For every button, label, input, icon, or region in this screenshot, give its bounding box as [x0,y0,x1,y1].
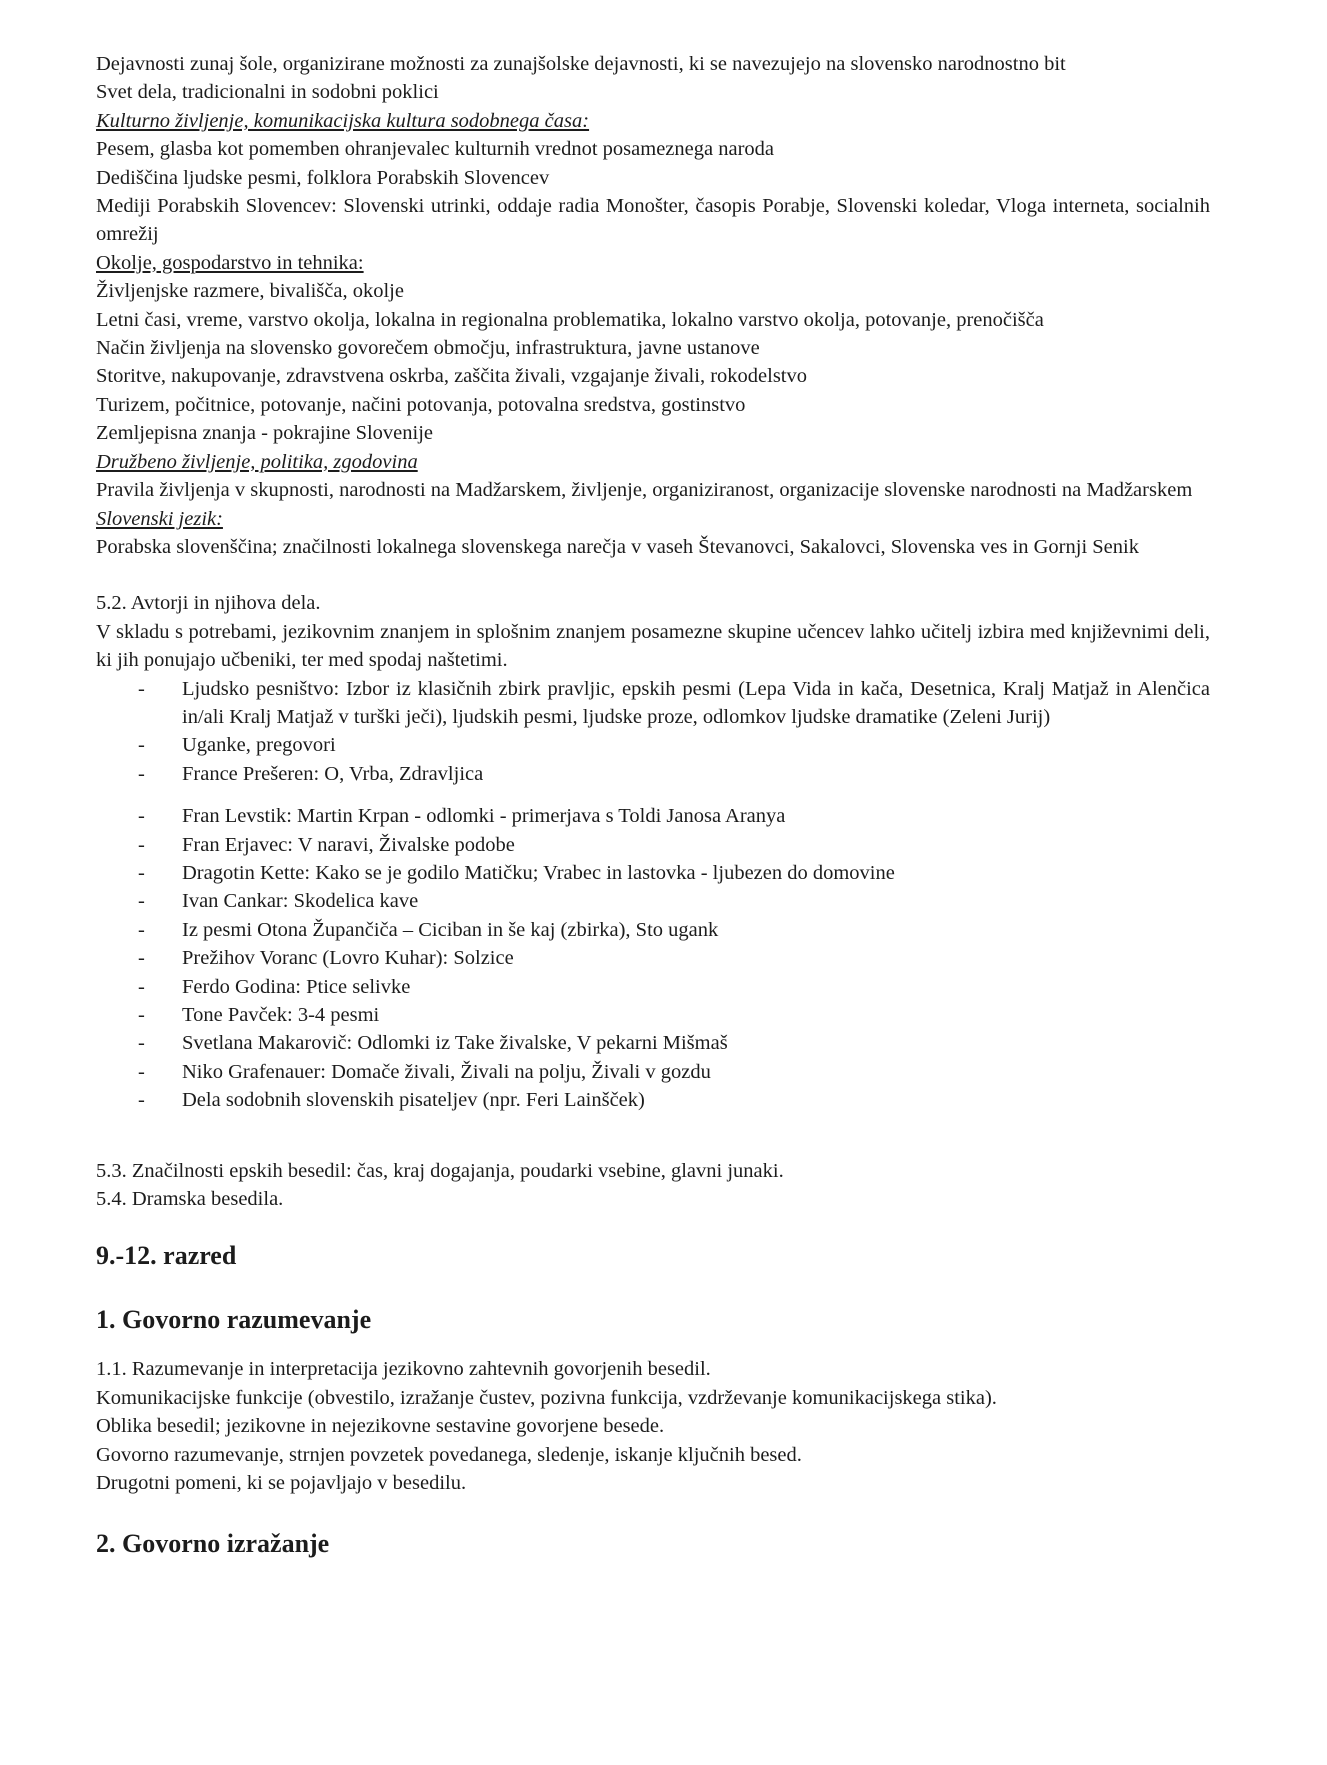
list-item: - France Prešeren: O, Vrba, Zdravljica [96,760,1210,788]
list-item: - Ljudsko pesništvo: Izbor iz klasičnih zbirk pravljic, epskih pesmi (Lepa Vida in kača, Desetnica, Kralj Matjaž in Alenčica in/ali Kralj Matjaž v turški ječi), ljudskih pesmi, ljudske proze, odlomkov ljudske dramatike (Zeleni Jurij) [96,675,1210,732]
list-item: - Fran Erjavec: V naravi, Živalske podobe [96,831,1210,859]
list-item: - Svetlana Makarovič: Odlomki iz Take živalske, V pekarni Mišmaš [96,1029,1210,1057]
paragraph: Življenjske razmere, bivališča, okolje [96,280,404,303]
paragraph: Pesem, glasba kot pomemben ohranjevalec kulturnih vrednot posameznega naroda [96,138,774,161]
paragraph: Storitve, nakupovanje, zdravstvena oskrba, zaščita živali, vzgajanje živali, rokodelstvo [96,365,807,388]
list-item: - Dragotin Kette: Kako se je godilo Matičku; Vrabec in lastovka - ljubezen do domovine [96,859,1210,887]
section-2-title: 2. Govorno izražanje [96,1529,330,1559]
paragraph: 1.1. Razumevanje in interpretacija jezikovno zahtevnih govorjenih besedil. [96,1358,711,1381]
list-item: - Iz pesmi Otona Župančiča – Ciciban in še kaj (zbirka), Sto ugank [96,916,1210,944]
paragraph: Zemljepisna znanja - pokrajine Slovenije [96,422,433,445]
authors-list-b [96,802,1210,1114]
list-item: - Ferdo Godina: Ptice selivke [96,973,1210,1001]
subheading-language: Slovenski jezik: [96,507,223,530]
item-5-3: 5.3. Značilnosti epskih besedil: čas, kraj dogajanja, poudarki vsebine, glavni junaki. [96,1159,784,1182]
section-1-title: 1. Govorno razumevanje [96,1305,372,1335]
list-item: - Ivan Cankar: Skodelica kave [96,887,1210,915]
paragraph: Turizem, počitnice, potovanje, načini potovanja, potovalna sredstva, gostinstvo [96,393,746,416]
authors-list-a [96,675,1210,789]
paragraph: Svet dela, tradicionalni in sodobni poklici [96,81,439,104]
grade-heading: 9.-12. razred [96,1241,237,1271]
authors-title: 5.2. Avtorji in njihova dela. [96,592,321,615]
list-item: - Uganke, pregovori [96,731,1210,759]
list-item: - Prežihov Voranc (Lovro Kuhar): Solzice [96,944,1210,972]
list-item: - Niko Grafenauer: Domače živali, Živali na polju, Živali v gozdu [96,1058,1210,1086]
paragraph: Letni časi, vreme, varstvo okolja, lokalna in regionalna problematika, lokalno varstvo okolja, potovanje, prenočišča [96,308,1044,331]
document-page [96,50,1210,1561]
subheading-culture: Kulturno življenje, komunikacijska kultura sodobnega časa: [96,109,590,132]
paragraph: Govorno razumevanje, strnjen povzetek povedanega, sledenje, iskanje ključnih besed. [96,1443,802,1466]
subheading-social: Družbeno življenje, politika, zgodovina [96,450,418,473]
authors-intro: V skladu s potrebami, jezikovnim znanjem in splošnim znanjem posamezne skupine učencev lahko učitelj izbira med književnimi deli, ki jih ponujajo učbeniki, ter med spodaj naštetimi. [96,620,1210,672]
paragraph: Oblika besedil; jezikovne in nejezikovne sestavine govorjene besede. [96,1415,665,1438]
paragraph: Pravila življenja v skupnosti, narodnosti na Madžarskem, življenje, organiziranost, organizacije slovenske narodnosti na Madžarskem [96,479,1193,502]
paragraph: Dejavnosti zunaj šole, organizirane možnosti za zunajšolske dejavnosti, ki se navezujejo na slovensko narodnostno bit [96,53,1066,75]
list-item: - Dela sodobnih slovenskih pisateljev (npr. Feri Lainšček) [96,1086,1210,1114]
paragraph: Porabska slovenščina; značilnosti lokalnega slovenskega narečja v vaseh Števanovci, Sakalovci, Slovenska ves in Gornji Senik [96,535,1139,558]
paragraph: Drugotni pomeni, ki se pojavljajo v besedilu. [96,1472,467,1495]
list-item: - Tone Pavček: 3-4 pesmi [96,1001,1210,1029]
paragraph: Dediščina ljudske pesmi, folklora Porabskih Slovencev [96,166,550,189]
item-5-4: 5.4. Dramska besedila. [96,1188,284,1211]
list-item: - Fran Levstik: Martin Krpan - odlomki - primerjava s Toldi Janosa Aranya [96,802,1210,830]
subheading-environment: Okolje, gospodarstvo in tehnika: [96,251,364,274]
paragraph: Način življenja na slovensko govorečem območju, infrastruktura, javne ustanove [96,337,760,360]
paragraph: Mediji Porabskih Slovencev: Slovenski utrinki, oddaje radia Monošter, časopis Porabje, Slovenski koledar, Vloga interneta, socialnih omrežij [96,195,1210,246]
paragraph: Komunikacijske funkcije (obvestilo, izražanje čustev, pozivna funkcija, vzdrževanje komunikacijskega stika). [96,1386,997,1409]
